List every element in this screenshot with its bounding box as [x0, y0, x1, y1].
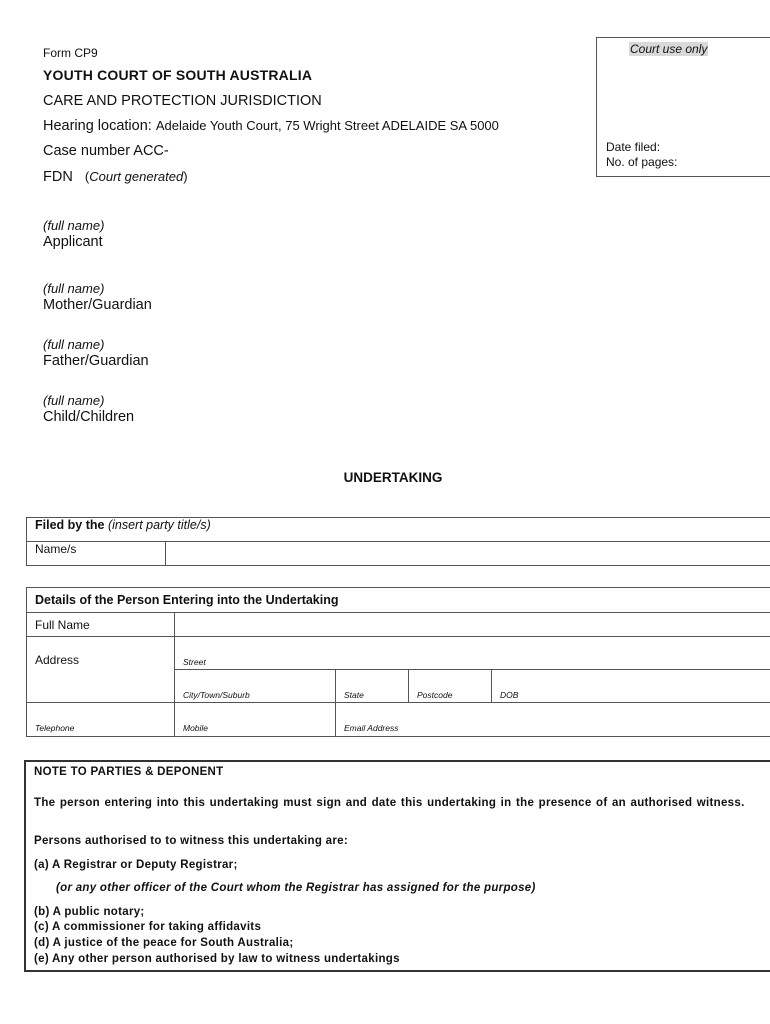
- fdn-note: (Court generated): [84, 169, 188, 184]
- email-label: Email Address: [344, 723, 399, 733]
- party-name-hint: (full name): [43, 337, 105, 352]
- document-title: UNDERTAKING: [343, 470, 443, 485]
- filed-by-heading: [27, 518, 770, 542]
- note-para-2: Persons authorised to to witness this undertaking are:: [34, 835, 348, 847]
- party-name-hint: (full name): [43, 281, 105, 296]
- hearing-label: Hearing location:: [43, 118, 152, 134]
- filed-by-table: [26, 517, 770, 566]
- party-mother: [43, 281, 152, 313]
- street-label: Street: [183, 657, 206, 667]
- names-label: Name/s: [27, 542, 166, 566]
- note-item-e: (e) Any other person authorised by law to witness undertakings: [34, 953, 400, 965]
- telephone-field[interactable]: [27, 703, 175, 737]
- form-code: Form CP9: [43, 46, 98, 60]
- telephone-label: Telephone: [35, 723, 75, 733]
- court-use-box: [596, 37, 770, 177]
- fdn-note-text: Court generated: [89, 169, 184, 184]
- case-number-label: Case number ACC-: [43, 143, 169, 159]
- court-use-title: Court use only: [630, 42, 708, 56]
- note-heading: NOTE TO PARTIES & DEPONENT: [34, 766, 224, 778]
- note-item-a-note: (or any other officer of the Court whom the Registrar has assigned for the purpose): [56, 882, 536, 894]
- dob-label: DOB: [500, 690, 519, 700]
- fdn-line: [43, 169, 188, 185]
- pages-label: No. of pages:: [606, 155, 678, 169]
- party-name-hint: (full name): [43, 218, 105, 233]
- dob-field[interactable]: [492, 670, 770, 703]
- city-label: City/Town/Suburb: [183, 690, 250, 700]
- filed-by-heading-italic: (insert party title/s): [107, 518, 211, 532]
- party-name-hint: (full name): [43, 393, 105, 408]
- street-field[interactable]: [175, 637, 770, 670]
- city-field[interactable]: [175, 670, 336, 703]
- person-details-heading: Details of the Person Entering into the Undertaking: [27, 588, 770, 613]
- jurisdiction: CARE AND PROTECTION JURISDICTION: [43, 93, 322, 109]
- email-field[interactable]: [336, 703, 770, 737]
- note-item-c: (c) A commissioner for taking affidavits: [34, 921, 262, 933]
- postcode-field[interactable]: [409, 670, 492, 703]
- party-role: Father/Guardian: [43, 353, 149, 369]
- fdn-label: FDN: [43, 169, 73, 185]
- mobile-field[interactable]: [175, 703, 336, 737]
- note-para-1: The person entering into this undertaking must sign and date this undertaking in the presence of an authorised witness.: [34, 797, 745, 809]
- date-filed-label: Date filed:: [606, 140, 661, 154]
- court-use-fields: [606, 140, 677, 170]
- note-box: [24, 760, 770, 972]
- mobile-label: Mobile: [183, 723, 209, 733]
- filed-by-heading-bold: Filed by the: [35, 518, 105, 532]
- party-role: Mother/Guardian: [43, 297, 152, 313]
- postcode-label: Postcode: [417, 690, 453, 700]
- party-child: [43, 393, 134, 425]
- full-name-field[interactable]: [175, 613, 770, 637]
- party-father: [43, 337, 149, 369]
- note-item-b: (b) A public notary;: [34, 906, 145, 918]
- court-name: YOUTH COURT OF SOUTH AUSTRALIA: [43, 67, 313, 83]
- party-applicant: [43, 218, 104, 250]
- hearing-location: [43, 118, 499, 134]
- party-role: Child/Children: [43, 409, 135, 425]
- hearing-value: Adelaide Youth Court, 75 Wright Street ADELAIDE SA 5000: [155, 118, 499, 133]
- state-field[interactable]: [336, 670, 409, 703]
- full-name-label: Full Name: [27, 613, 175, 637]
- note-item-a: (a) A Registrar or Deputy Registrar;: [34, 859, 238, 871]
- state-label: State: [344, 690, 364, 700]
- address-label: Address: [27, 637, 175, 703]
- note-item-d: (d) A justice of the peace for South Australia;: [34, 937, 294, 949]
- names-field[interactable]: [166, 542, 770, 566]
- party-role: Applicant: [43, 234, 103, 250]
- person-details-table: [26, 587, 770, 737]
